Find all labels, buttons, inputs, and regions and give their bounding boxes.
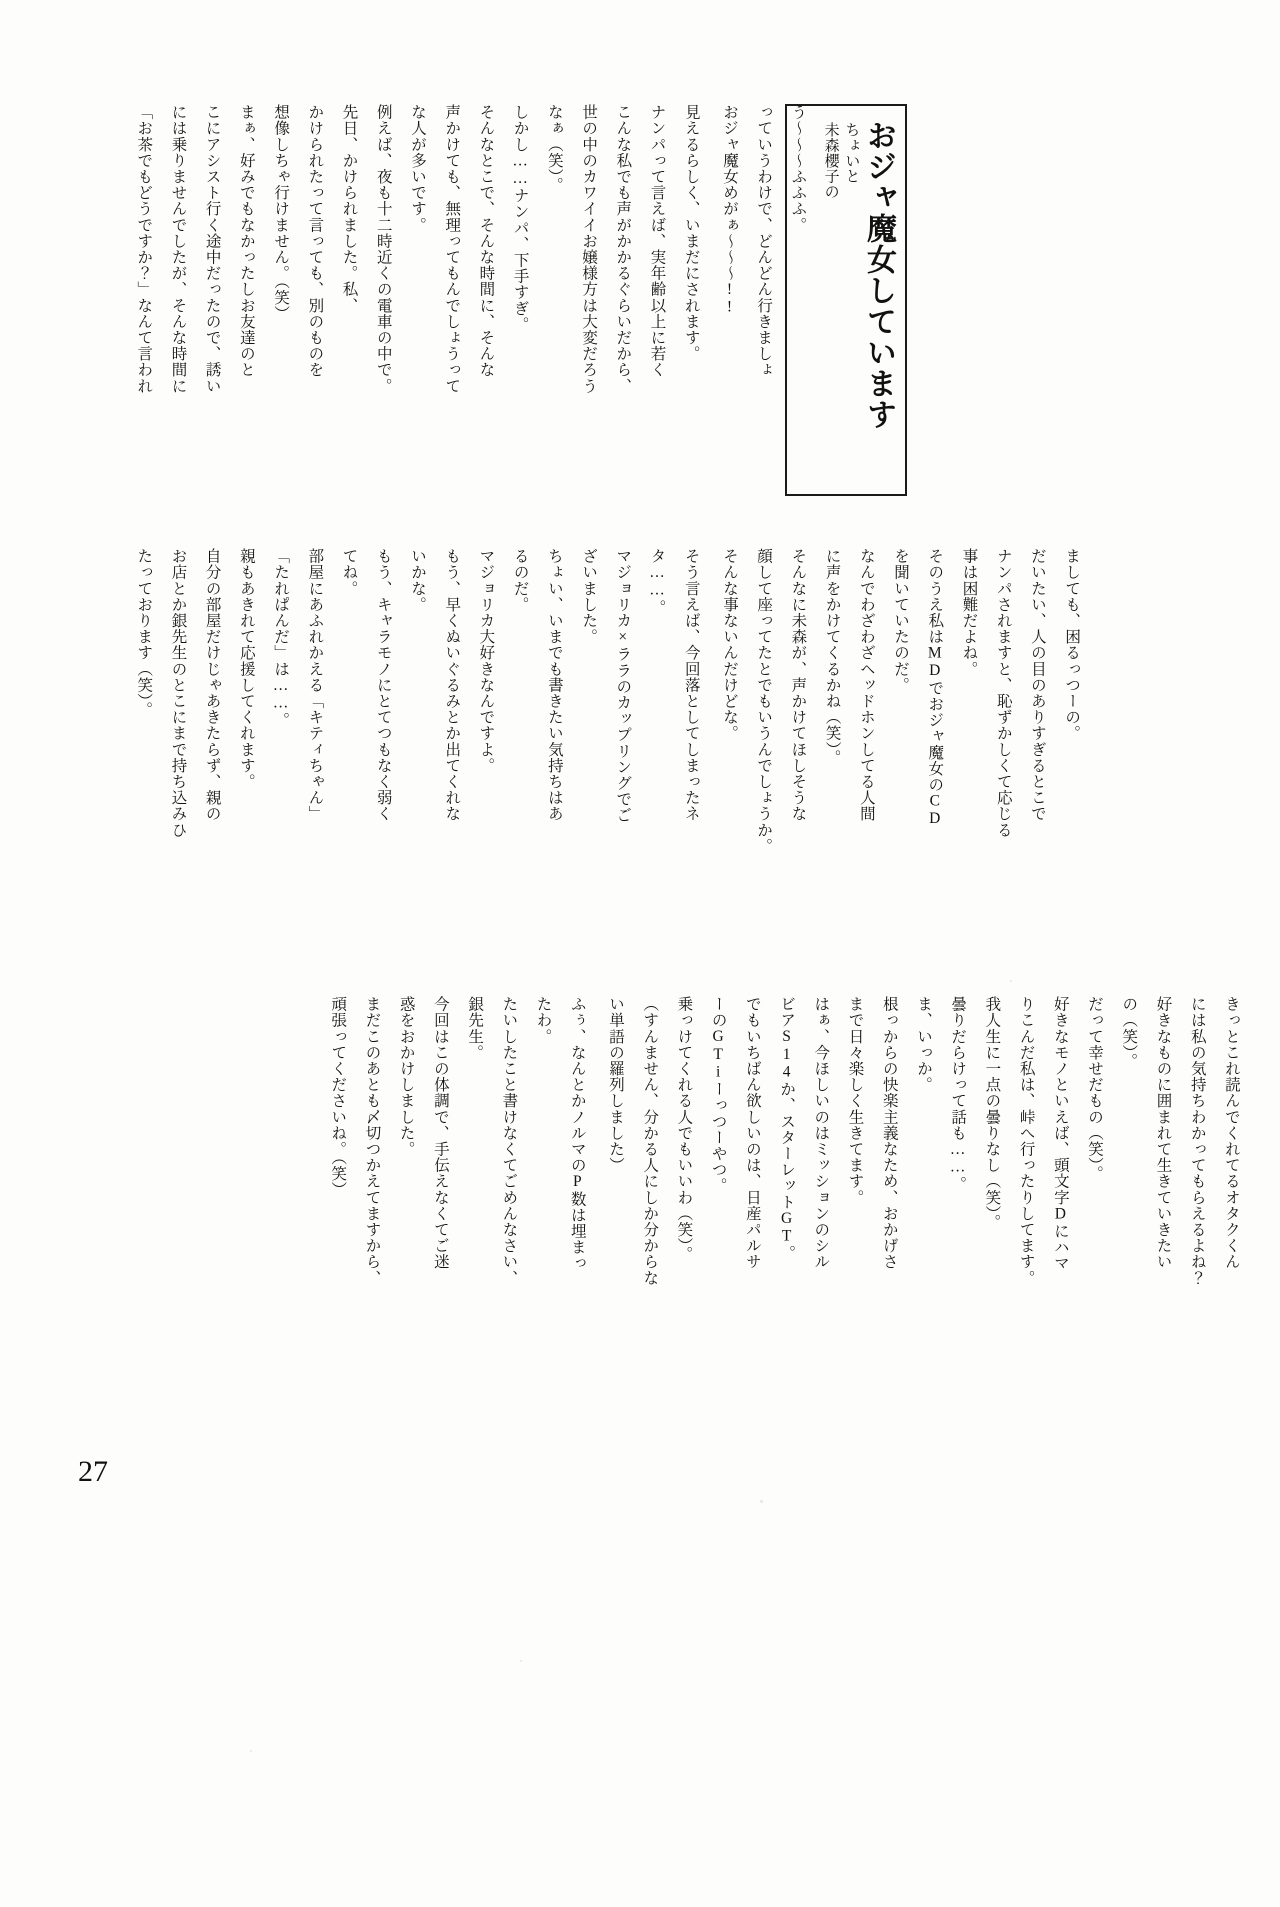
text-column: 「お茶でもどうですか？」なんて言われ: [135, 104, 153, 394]
text-column: ーのGTiーっつーやつ。: [709, 996, 727, 1194]
article-title: おジャ魔女しています: [862, 120, 895, 430]
text-column: ましても、困るっつーの。: [1063, 548, 1081, 742]
text-column: 曇りだらけって話も……。: [949, 996, 967, 1193]
text-column: 例えば、夜も十二時近くの電車の中で。: [374, 104, 392, 394]
text-column: マジョリカ大好きなんですよ。: [477, 548, 495, 774]
text-column: 想像しちゃ行けません。（笑）: [272, 104, 290, 322]
text-column: おジャ魔女めがぁ～～～!!: [720, 104, 738, 317]
text-column: い単語の羅列しました）: [606, 996, 624, 1174]
text-column: いかな。: [408, 548, 426, 613]
text-column: 惑をおかけしました。: [397, 996, 415, 1157]
text-column: 今回はこの体調で、手伝えなくてご迷: [431, 996, 449, 1270]
text-column: るのだ。: [511, 548, 529, 613]
article-subtitle-line-1: ちょいと: [843, 122, 860, 184]
text-column: っていうわけで、どんどん行きましょ: [755, 104, 773, 378]
text-column: 銀先生。: [466, 996, 484, 1061]
text-column: 声かけても、無理ってもんでしょうって: [443, 104, 461, 394]
text-column: に声をかけてくるかね（笑）。: [823, 548, 841, 766]
text-column: そんなとこで、そんな時間に、そんな: [477, 104, 495, 378]
article-subtitle-group: [818, 120, 860, 200]
text-column: でもいちばん欲しいのは、日産パルサ: [743, 996, 761, 1270]
text-column: 頑張ってくださいね。（笑）: [329, 996, 347, 1198]
text-column: きっとこれ読んでくれてるオタクくん: [1222, 996, 1240, 1270]
text-column: ふぅ、なんとかノルマのP数は埋まっ: [568, 996, 586, 1272]
text-column: なぁ（笑）。: [545, 104, 563, 193]
text-column: こんな私でも声がかかるぐらいだから、: [614, 104, 632, 394]
text-column: 世の中のカワイイお嬢様方は大変だろう: [580, 104, 598, 394]
text-column: はぁ、今ほしいのはミッションのシル: [812, 996, 830, 1270]
scan-speck: [250, 1750, 252, 1752]
text-column: そのうえ私はMDでおジャ魔女のCD: [926, 548, 944, 828]
text-column: こにアシスト行く途中だったので、誘い: [203, 104, 221, 394]
text-column: しかし……ナンパ、下手すぎ。: [511, 104, 529, 333]
text-column: そんなに未森が、声かけてほしそうな: [789, 548, 807, 822]
text-band-2: [124, 548, 1086, 966]
text-column: だいたい、人の目のありすぎるとこで: [1028, 548, 1046, 822]
text-band-3: [318, 996, 1246, 1416]
text-column: 部屋にあふれかえる「キティちゃん」: [306, 548, 324, 822]
text-column: タ……。: [648, 548, 666, 616]
text-column: たっております（笑）。: [135, 548, 153, 718]
text-column: まだこのあとも〆切つかえてますから、: [363, 996, 381, 1286]
text-column: まで日々楽しく生きてます。: [846, 996, 864, 1206]
text-column: だって幸せだもの（笑）。: [1086, 996, 1104, 1182]
text-column: ちょい、いまでも書きたい気持ちはあ: [545, 548, 563, 822]
text-column: には乗りませんでしたが、そんな時間に: [169, 104, 187, 394]
text-column: もう、キャラモノにとてつもなく弱く: [374, 548, 392, 822]
text-column: 事は困難だよね。: [960, 548, 978, 677]
text-column: たいしたこと書けなくてごめんなさい、: [500, 996, 518, 1286]
text-column: たわ。: [534, 996, 552, 1045]
text-column: （すんません、分かる人にしか分からな: [641, 996, 659, 1286]
text-band-1: [124, 104, 812, 544]
text-column: 好きなものに囲まれて生きていきたい: [1154, 996, 1172, 1270]
text-column: 我人生に一点の曇りなし（笑）。: [983, 996, 1001, 1230]
scan-speck: [760, 1500, 763, 1503]
text-column: 親もあきれて応援してくれます。: [237, 548, 255, 790]
text-column: ビアS14か、スターレットGT。: [778, 996, 796, 1262]
text-column: 乗っけてくれる人でもいいわ（笑）。: [675, 996, 693, 1262]
article-author: 未森櫻子の: [822, 122, 839, 200]
text-column: 自分の部屋だけじゃあきたらず、親の: [203, 548, 221, 822]
text-column: 「たれぱんだ」は……。: [272, 548, 290, 729]
text-column: マジョリカ×ララのカップリングでご: [614, 548, 632, 824]
text-column: な人が多いです。: [408, 104, 426, 233]
scan-speck: [520, 1660, 522, 1662]
text-column: 根っからの快楽主義なため、おかげさ: [880, 996, 898, 1270]
text-column: お店とか銀先生のとこにまで持ち込みひ: [169, 548, 187, 838]
text-column: う～～～ふふふ。: [789, 104, 807, 233]
text-column: ざいました。: [580, 548, 598, 645]
text-column: ナンパされますと、恥ずかしくて応じる: [994, 548, 1012, 838]
text-column: なんでわざわざヘッドホンしてる人間: [857, 548, 875, 822]
text-column: てね。: [340, 548, 358, 597]
text-column: りこんだ私は、峠へ行ったりしてます。: [1017, 996, 1035, 1286]
text-column: 顔して座ってたとでもいうんでしょうか。: [755, 548, 773, 854]
text-column: ま、いっか。: [914, 996, 932, 1093]
text-column: 好きなモノといえば、頭文字Dにハマ: [1051, 996, 1069, 1272]
text-column: ナンパって言えば、実年齢以上に若く: [648, 104, 666, 378]
page-number: 27: [78, 1455, 108, 1488]
text-column: 見えるらしく、いまだにされます。: [682, 104, 700, 362]
text-column: かけられたって言っても、別のものを: [306, 104, 324, 378]
text-column: の（笑）。: [1120, 996, 1138, 1069]
text-column: を聞いていたのだ。: [892, 548, 910, 693]
text-column: まぁ、好みでもなかったしお友達のと: [237, 104, 255, 378]
text-column: そう言えば、今回落としてしまったネ: [682, 548, 700, 822]
scan-speck: [1010, 980, 1012, 982]
text-column: には私の気持ちわかってもらえるよね？: [1188, 996, 1206, 1286]
text-column: そんな事ないんだけどな。: [720, 548, 738, 742]
text-column: 先日、かけられました。私、: [340, 104, 358, 314]
text-column: もう、早くぬいぐるみとか出てくれな: [443, 548, 461, 822]
